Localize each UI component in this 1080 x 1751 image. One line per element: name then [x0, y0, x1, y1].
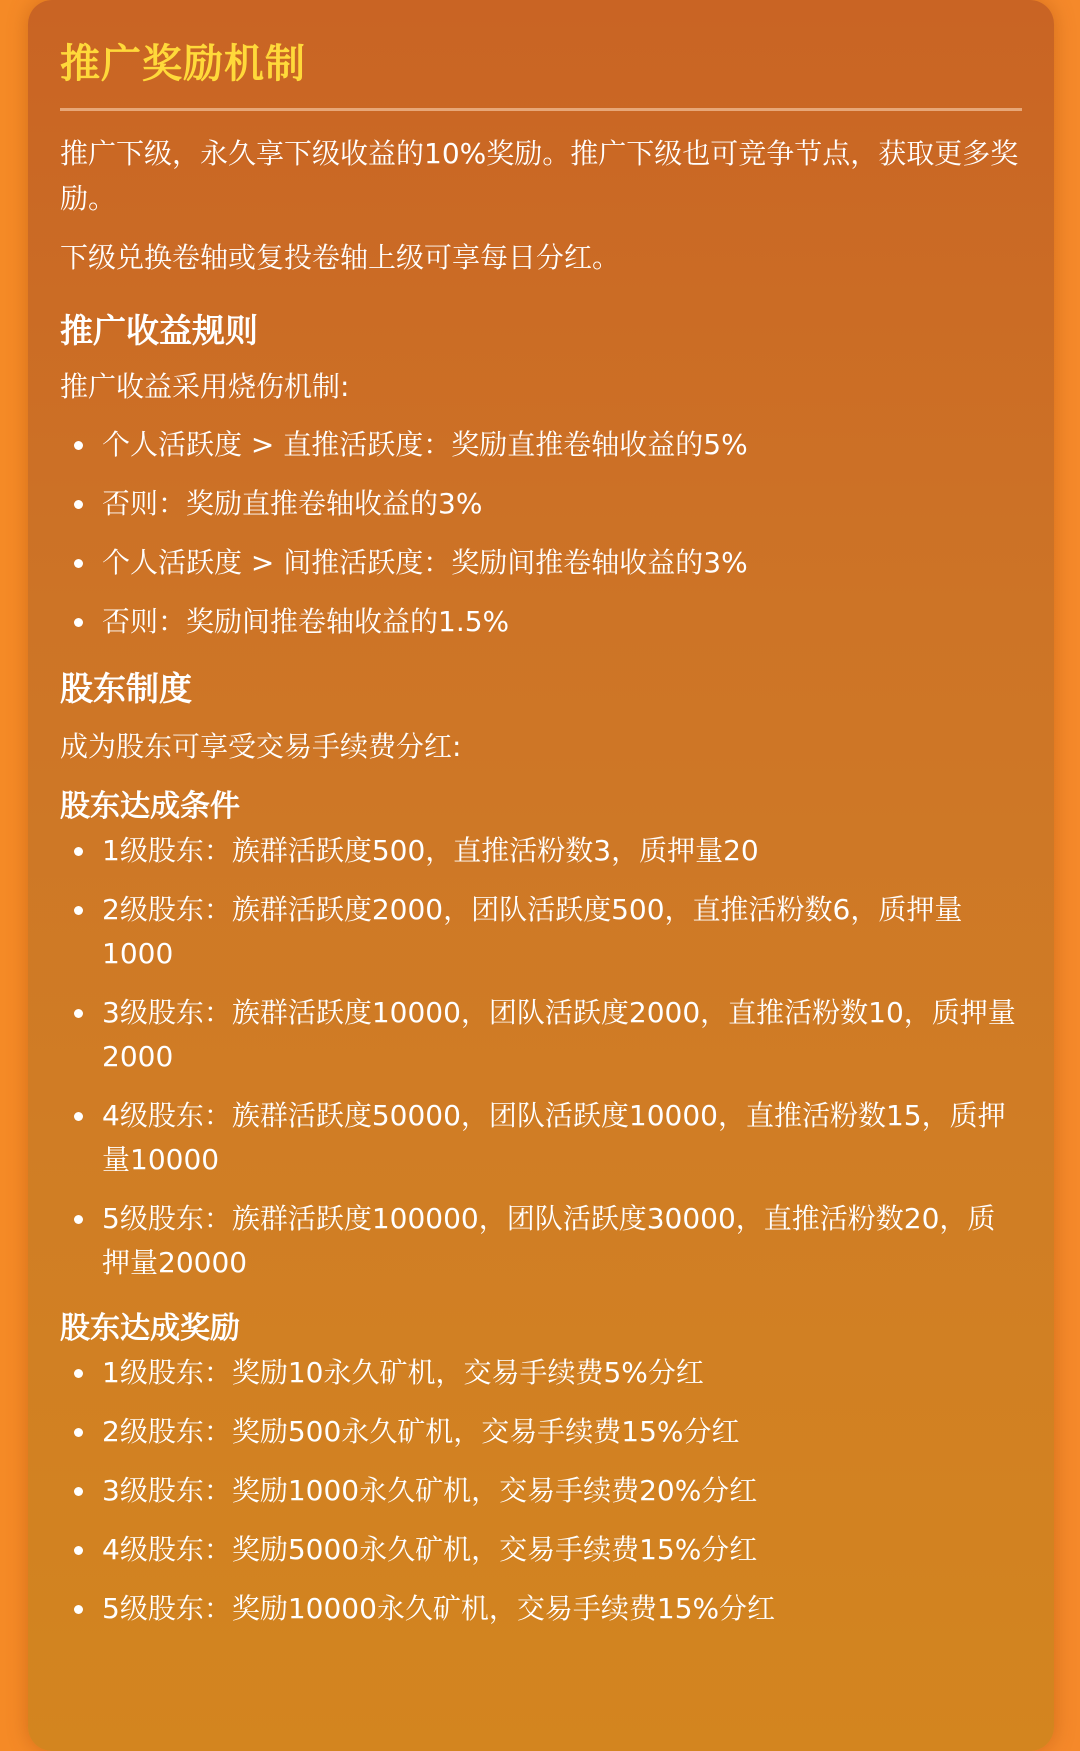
list-item: [60, 1587, 1022, 1631]
page-title: 推广奖励机制: [60, 41, 306, 87]
list-item-text: 否则：奖励间推卷轴收益的1.5%: [102, 605, 510, 638]
list-item-text: 1级股东：奖励10永久矿机，交易手续费5%分红: [102, 1356, 704, 1389]
intro-paragraph-2: 下级兑换卷轴或复投卷轴上级可享每日分红。: [60, 241, 621, 274]
bullet-icon: [74, 906, 83, 915]
rewards-list: [60, 1351, 1022, 1631]
bullet-icon: [74, 1428, 83, 1437]
bullet-icon: [74, 500, 83, 509]
list-item: [60, 1197, 1022, 1285]
list-item-text: 2级股东：族群活跃度2000，团队活跃度500，直推活粉数6，质押量1000: [102, 893, 963, 970]
list-item: [60, 991, 1022, 1079]
title-divider: [60, 108, 1022, 111]
list-item: [60, 888, 1022, 976]
list-item: [60, 1528, 1022, 1572]
promo-rules-desc: 推广收益采用烧伤机制:: [60, 370, 350, 403]
promo-rules-list: [60, 423, 1022, 644]
bullet-icon: [74, 441, 83, 450]
list-item: [60, 541, 1022, 585]
list-item-text: 3级股东：族群活跃度10000，团队活跃度2000，直推活粉数10，质押量2000: [102, 996, 1016, 1073]
list-item-text: 4级股东：族群活跃度50000，团队活跃度10000，直推活粉数15，质押量10000: [102, 1099, 1006, 1176]
list-item-text: 5级股东：族群活跃度100000，团队活跃度30000，直推活粉数20，质押量20000: [102, 1202, 996, 1279]
list-item-text: 个人活跃度 > 直推活跃度：奖励直推卷轴收益的5%: [102, 428, 748, 461]
bullet-icon: [74, 1546, 83, 1555]
bullet-icon: [74, 1605, 83, 1614]
bullet-icon: [74, 1009, 83, 1018]
reward-card: [28, 0, 1054, 1751]
list-item: [60, 1410, 1022, 1454]
intro-paragraph-1: 推广下级，永久享下级收益的10%奖励。推广下级也可竞争节点，获取更多奖励。: [60, 137, 1019, 215]
list-item-text: 5级股东：奖励10000永久矿机，交易手续费15%分红: [102, 1592, 776, 1625]
shareholder-heading: 股东制度: [60, 669, 192, 708]
shareholder-desc: 成为股东可享受交易手续费分红:: [60, 730, 462, 763]
list-item: [60, 1351, 1022, 1395]
bullet-icon: [74, 1369, 83, 1378]
list-item-text: 3级股东：奖励1000永久矿机，交易手续费20%分红: [102, 1474, 758, 1507]
bullet-icon: [74, 618, 83, 627]
bullet-icon: [74, 1112, 83, 1121]
rewards-heading: 股东达成奖励: [60, 1311, 240, 1346]
list-item-text: 否则：奖励直推卷轴收益的3%: [102, 487, 483, 520]
list-item-text: 1级股东：族群活跃度500，直推活粉数3，质押量20: [102, 834, 759, 867]
bullet-icon: [74, 1487, 83, 1496]
bullet-icon: [74, 847, 83, 856]
promo-rules-heading: 推广收益规则: [60, 311, 258, 350]
list-item: [60, 1094, 1022, 1182]
bullet-icon: [74, 1215, 83, 1224]
list-item-text: 2级股东：奖励500永久矿机，交易手续费15%分红: [102, 1415, 740, 1448]
list-item-text: 个人活跃度 > 间推活跃度：奖励间推卷轴收益的3%: [102, 546, 748, 579]
list-item: [60, 482, 1022, 526]
conditions-list: [60, 829, 1022, 1285]
bullet-icon: [74, 559, 83, 568]
list-item: [60, 829, 1022, 873]
list-item: [60, 423, 1022, 467]
conditions-heading: 股东达成条件: [60, 789, 240, 824]
list-item: [60, 1469, 1022, 1513]
list-item-text: 4级股东：奖励5000永久矿机，交易手续费15%分红: [102, 1533, 758, 1566]
list-item: [60, 600, 1022, 644]
